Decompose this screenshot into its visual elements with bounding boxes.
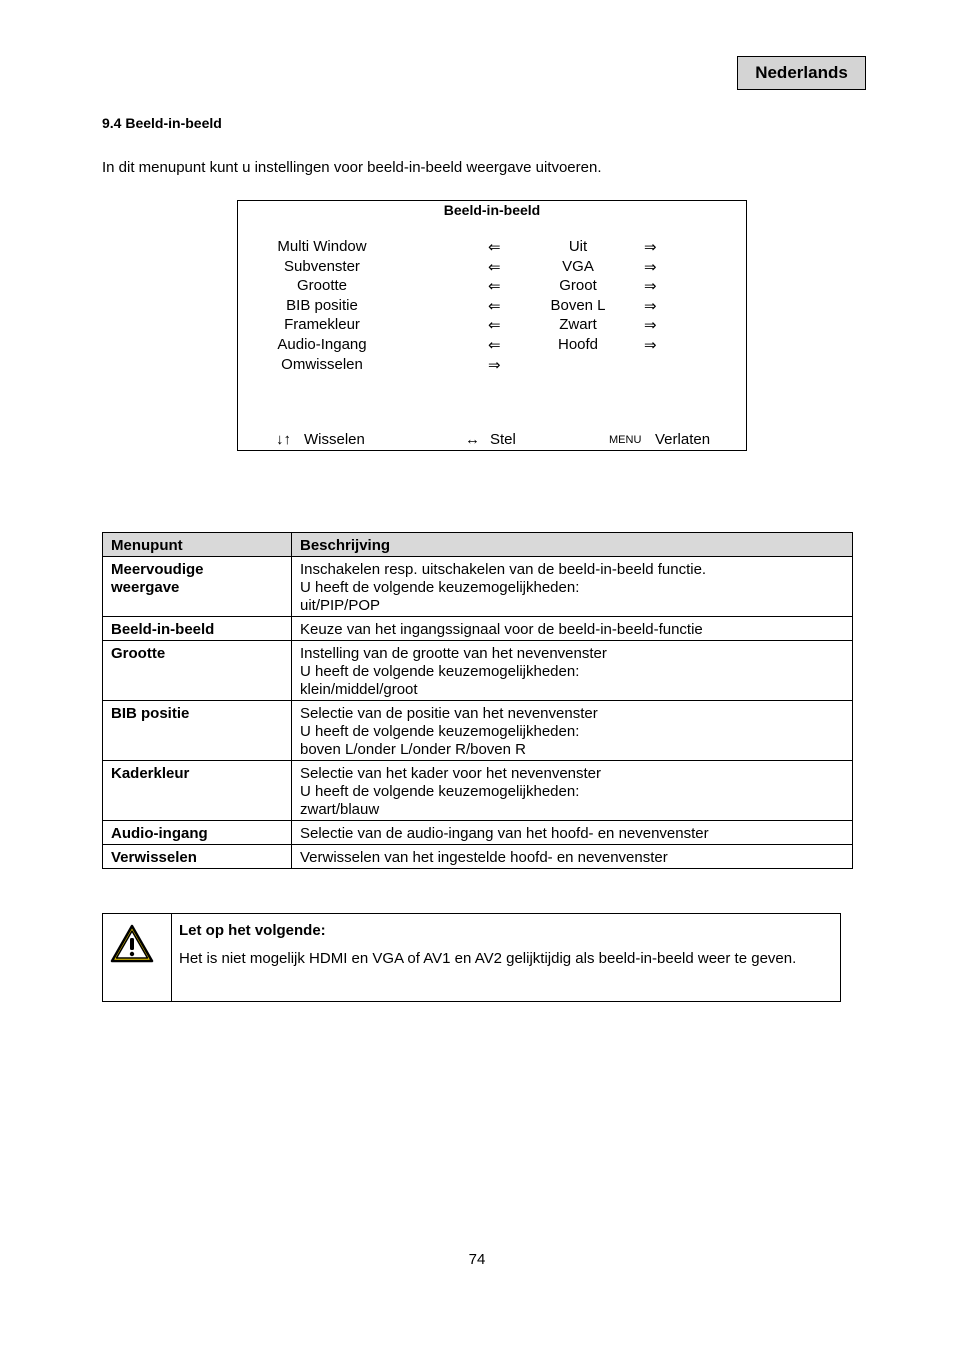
beschrijving-line: uit/PIP/POP bbox=[300, 597, 381, 614]
beschrijving-cell bbox=[292, 821, 853, 845]
menupunt-cell bbox=[103, 821, 292, 845]
beschrijving-line: Selectie van het kader voor het nevenvenster bbox=[300, 765, 602, 782]
left-arrow-icon: ⇒ bbox=[488, 357, 501, 374]
note-icon-cell bbox=[103, 914, 172, 1001]
note-text: Het is niet mogelijk HDMI en VGA of AV1 en AV2 gelijktijdig als beeld-in-beeld weer te geven. bbox=[179, 950, 797, 967]
osd-row[interactable] bbox=[238, 277, 746, 297]
right-arrow-icon: ⇒ bbox=[644, 337, 657, 354]
osd-row[interactable] bbox=[238, 356, 746, 376]
beschrijving-line: U heeft de volgende keuzemogelijkheden: bbox=[300, 783, 580, 800]
language-badge: Nederlands bbox=[737, 56, 866, 90]
menupunt-cell bbox=[103, 701, 292, 761]
description-table bbox=[102, 532, 853, 869]
right-arrow-icon: ⇒ bbox=[644, 259, 657, 276]
menupunt-cell bbox=[103, 761, 292, 821]
left-arrow-icon: ⇐ bbox=[488, 298, 501, 315]
table-header-row bbox=[103, 533, 853, 557]
osd-row[interactable] bbox=[238, 297, 746, 317]
beschrijving-line: klein/middel/groot bbox=[300, 681, 418, 698]
table-row bbox=[103, 557, 853, 617]
table-row bbox=[103, 701, 853, 761]
switch-arrows-icon: ↓↑ bbox=[276, 431, 291, 448]
osd-row-value: Uit bbox=[568, 238, 588, 255]
menupunt-text: Grootte bbox=[111, 645, 166, 662]
osd-row-label: Multi Window bbox=[277, 238, 367, 255]
menupunt-cell bbox=[103, 845, 292, 869]
left-arrow-icon: ⇐ bbox=[488, 337, 501, 354]
beschrijving-line: boven L/onder L/onder R/boven R bbox=[300, 741, 526, 758]
left-arrow-icon: ⇐ bbox=[488, 278, 501, 295]
beschrijving-cell bbox=[292, 761, 853, 821]
osd-row-label: Subvenster bbox=[284, 258, 360, 275]
osd-menu-screen bbox=[237, 200, 747, 451]
beschrijving-line: Inschakelen resp. uitschakelen van de beeld-in-beeld functie. bbox=[300, 561, 707, 578]
menupunt-text: BIB positie bbox=[111, 705, 190, 722]
table-row bbox=[103, 821, 853, 845]
menupunt-text: Audio-ingang bbox=[111, 825, 208, 842]
table-row bbox=[103, 845, 853, 869]
right-arrow-icon: ⇒ bbox=[644, 317, 657, 334]
right-arrow-icon: ⇒ bbox=[644, 298, 657, 315]
page-number: 74 bbox=[468, 1251, 486, 1268]
section-title: 9.4 Beeld-in-beeld bbox=[102, 115, 222, 131]
beschrijving-cell bbox=[292, 617, 853, 641]
beschrijving-line: U heeft de volgende keuzemogelijkheden: bbox=[300, 663, 580, 680]
menupunt-text: Verwisselen bbox=[111, 849, 197, 866]
beschrijving-cell bbox=[292, 641, 853, 701]
menu-key-label: MENU bbox=[609, 434, 642, 446]
osd-row-value: Groot bbox=[559, 277, 597, 294]
left-arrow-icon: ⇐ bbox=[488, 317, 501, 334]
beschrijving-line: Verwisselen van het ingestelde hoofd- en nevenvenster bbox=[300, 849, 668, 866]
osd-row-label: Audio-Ingang bbox=[277, 336, 367, 353]
exit-label: Verlaten bbox=[655, 431, 711, 448]
warning-triangle-icon bbox=[110, 924, 154, 964]
osd-row-label: BIB positie bbox=[286, 297, 358, 314]
beschrijving-line: Selectie van de audio-ingang van het hoofd- en nevenvenster bbox=[300, 825, 709, 842]
menupunt-cell bbox=[103, 641, 292, 701]
switch-label: Wisselen bbox=[304, 431, 365, 448]
osd-row-value: Hoofd bbox=[557, 336, 599, 353]
left-arrow-icon: ⇐ bbox=[488, 239, 501, 256]
left-arrow-icon: ⇐ bbox=[488, 259, 501, 276]
beschrijving-line: Instelling van de grootte van het nevenvenster bbox=[300, 645, 607, 662]
right-arrow-icon: ⇒ bbox=[644, 278, 657, 295]
set-label: Stel bbox=[490, 431, 516, 448]
right-arrow-icon: ⇒ bbox=[644, 239, 657, 256]
menupunt-cell bbox=[103, 557, 292, 617]
osd-row[interactable] bbox=[238, 258, 746, 278]
osd-row[interactable] bbox=[238, 336, 746, 356]
beschrijving-line: U heeft de volgende keuzemogelijkheden: bbox=[300, 579, 580, 596]
intro-text: In dit menupunt kunt u instellingen voor beeld-in-beeld weergave uitvoeren. bbox=[102, 159, 602, 176]
osd-row[interactable] bbox=[238, 238, 746, 258]
osd-row-value: Boven L bbox=[550, 297, 606, 314]
menupunt-text: Beeld-in-beeld bbox=[111, 621, 215, 638]
osd-row-label: Framekleur bbox=[284, 316, 360, 333]
menupunt-text: weergave bbox=[111, 579, 180, 596]
set-arrow-icon: ↔ bbox=[465, 431, 480, 448]
note-box bbox=[102, 913, 841, 1002]
beschrijving-line: Selectie van de positie van het nevenvenster bbox=[300, 705, 598, 722]
osd-row[interactable] bbox=[238, 316, 746, 336]
table-row bbox=[103, 617, 853, 641]
table-row bbox=[103, 641, 853, 701]
beschrijving-line: zwart/blauw bbox=[300, 801, 380, 818]
beschrijving-cell bbox=[292, 701, 853, 761]
beschrijving-cell bbox=[292, 845, 853, 869]
osd-row-label: Grootte bbox=[296, 277, 348, 294]
menupunt-text: Kaderkleur bbox=[111, 765, 190, 782]
note-heading: Let op het volgende: bbox=[179, 922, 326, 939]
osd-title: Beeld-in-beeld bbox=[443, 202, 541, 218]
header-beschrijving: Beschrijving bbox=[292, 533, 853, 557]
beschrijving-line: U heeft de volgende keuzemogelijkheden: bbox=[300, 723, 580, 740]
osd-row-value: Zwart bbox=[559, 316, 597, 333]
osd-row-value: VGA bbox=[562, 258, 594, 275]
osd-row-label: Omwisselen bbox=[281, 356, 363, 373]
beschrijving-cell bbox=[292, 557, 853, 617]
table-row bbox=[103, 761, 853, 821]
header-menupunt: Menupunt bbox=[103, 533, 292, 557]
menupunt-text: Meervoudige bbox=[111, 561, 204, 578]
menupunt-cell bbox=[103, 617, 292, 641]
beschrijving-line: Keuze van het ingangssignaal voor de beeld-in-beeld-functie bbox=[300, 621, 703, 638]
